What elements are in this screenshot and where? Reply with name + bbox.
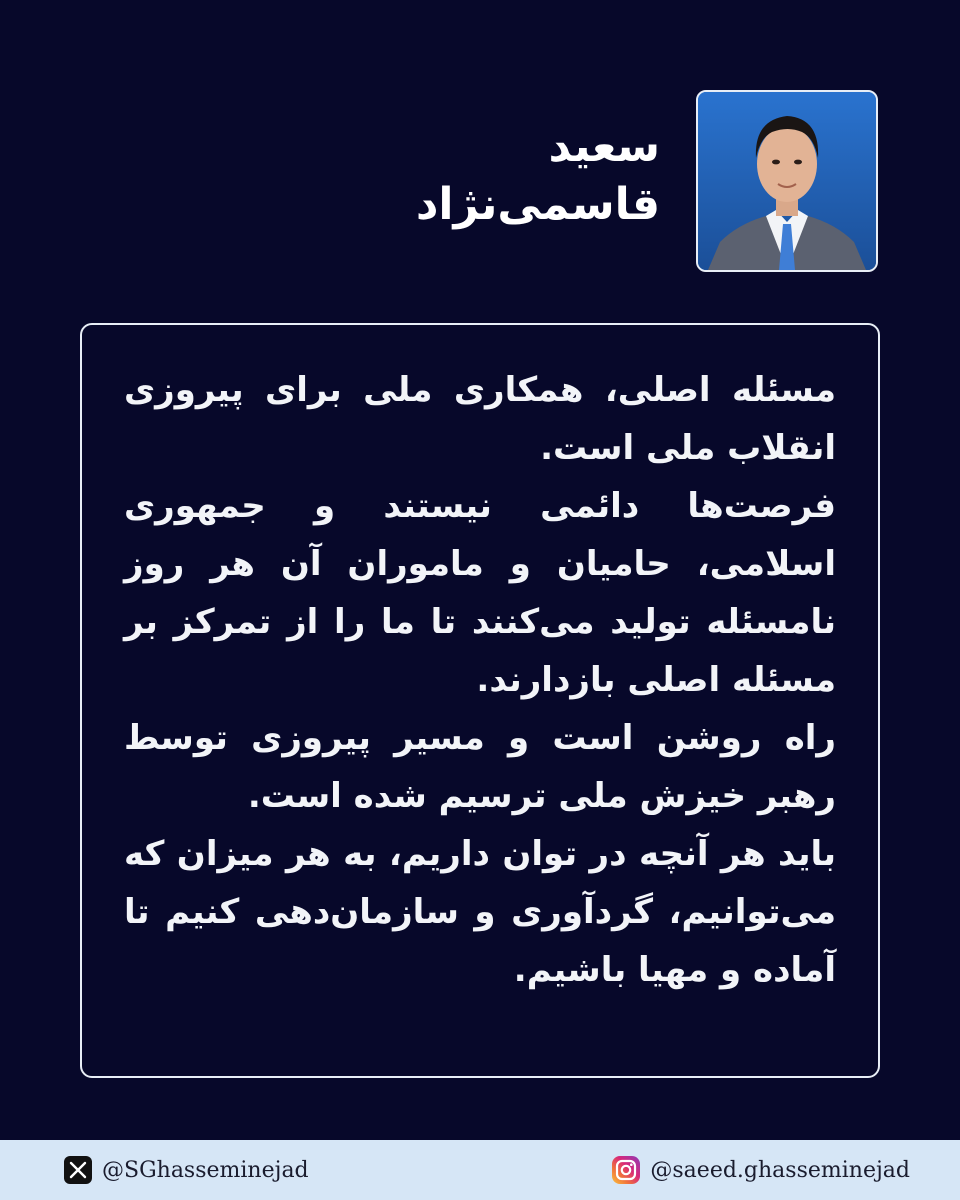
quote-box (80, 323, 880, 1078)
quote-paragraph: راه روشن است و مسیر پیروزی توسط رهبر خیزش ملی ترسیم شده است. (124, 718, 836, 816)
quote-paragraph: مسئله اصلی، همکاری ملی برای پیروزی انقلاب ملی است. (124, 370, 836, 468)
footer-bar (0, 1140, 960, 1200)
x-social-link[interactable] (64, 1140, 309, 1200)
instagram-handle: @saeed.ghasseminejad (650, 1157, 910, 1183)
quote-paragraph: فرصت‌ها دائمی نیستند و جمهوری اسلامی، حامیان و ماموران آن هر روز نامسئله تولید می‌کنند تا ما را از تمرکز بر مسئله اصلی بازدارند. (124, 486, 836, 700)
x-logo-icon (64, 1156, 92, 1184)
author-first-name: سعید (548, 121, 660, 172)
portrait-illustration (698, 92, 876, 270)
instagram-social-link[interactable] (612, 1140, 910, 1200)
author-last-name: قاسمی‌نژاد (415, 179, 660, 230)
x-handle: @SGhasseminejad (102, 1157, 309, 1183)
quote-paragraph: باید هر آنچه در توان داریم، به هر میزان که می‌توانیم، گردآوری و سازمان‌دهی کنیم تا آماده و مهیا باشیم. (124, 834, 836, 990)
quote-text (124, 361, 836, 999)
author-name (240, 118, 660, 234)
instagram-logo-icon (612, 1156, 640, 1184)
author-portrait (696, 90, 878, 272)
